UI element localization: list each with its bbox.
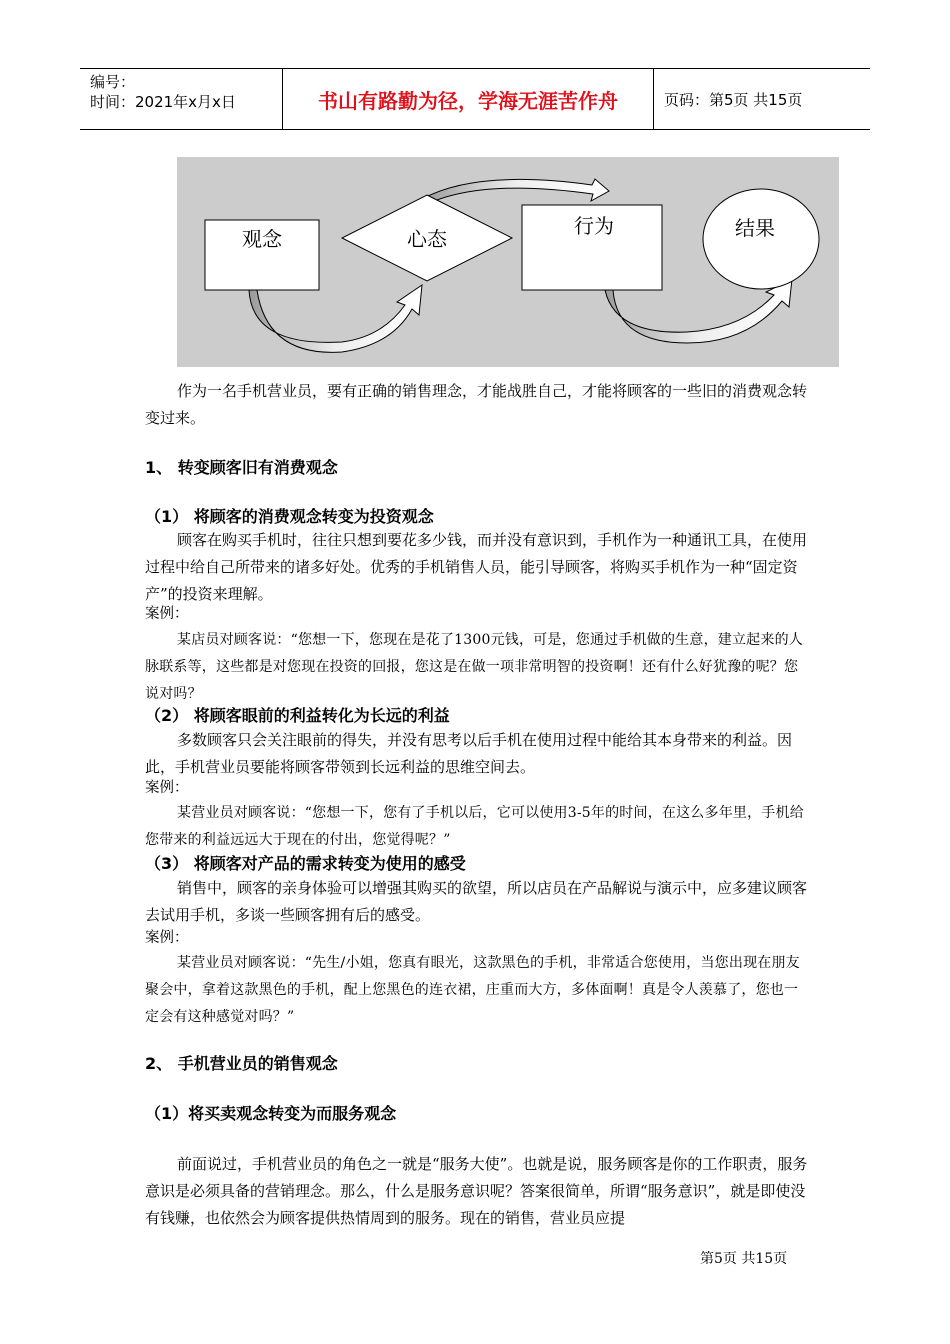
concept-flow-diagram: [177, 157, 839, 367]
section2-sub1-heading: （1）将买卖观念转变为而服务观念: [145, 1104, 397, 1123]
sub1-heading: （1） 将顾客的消费观念转变为投资观念: [145, 507, 434, 526]
page-label: 页码：第5页 共15页: [664, 90, 803, 109]
number-label: 编号：: [90, 73, 136, 91]
time-label: 时间：2021年x月x日: [90, 93, 236, 111]
sub3-heading: （3） 将顾客对产品的需求转变为使用的感受: [145, 854, 466, 873]
sub3-paragraph: 销售中，顾客的亲身体验可以增强其购买的欲望，所以店员在产品解说与演示中，应多建议顾客去试用手机，多谈一些顾客拥有后的感受。: [145, 879, 808, 924]
header-meta: [80, 69, 283, 129]
sub2-case-label: 案例：: [145, 780, 189, 796]
diagram-svg: [177, 157, 839, 367]
top-curved-arrow: [422, 179, 609, 202]
sub3-case-quote: 某营业员对顾客说：“先生/小姐，您真有眼光，这款黑色的手机，非常适合您使用，当您出现在朋友聚会中，拿着这款黑色的手机，配上您黑色的连衣裙，庄重而大方，多体面啊！真是令人羡慕了，您也一定会有这种感觉对吗？”: [145, 955, 800, 1025]
result-label: 结果: [735, 216, 775, 240]
sub1-case-quote: 某店员对顾客说：“您想一下，您现在是花了1300元钱，可是，您通过手机做的生意，建立起来的人脉联系等，这些都是对您现在投资的回报，您这是在做一项非常明智的投资啊！还有什么好犹豫的呢？您说对吗？: [145, 632, 803, 702]
page-header: [80, 68, 870, 130]
page-footer: 第5页 共15页: [700, 1251, 788, 1267]
intro-paragraph: 作为一名手机营业员，要有正确的销售理念，才能战胜自己，才能将顾客的一些旧的消费观念转变过来。: [145, 382, 808, 427]
concept-label: 观念: [242, 227, 282, 251]
sub2-paragraph: 多数顾客只会关注眼前的得失，并没有思考以后手机在使用过程中能给其本身带来的利益。因此，手机营业员要能将顾客带领到长远利益的思维空间去。: [145, 731, 793, 776]
section1-heading: 1、 转变顾客旧有消费观念: [145, 458, 338, 477]
bottom-curved-arrow-left: [249, 285, 422, 352]
header-motto-cell: [283, 69, 654, 129]
sub2-heading: （2） 将顾客眼前的利益转化为长远的利益: [145, 706, 450, 725]
sub2-case-quote: 某营业员对顾客说：“您想一下，您有了手机以后，它可以使用3-5年的时间，在这么多年里，手机给您带来的利益远远大于现在的付出，您觉得呢？”: [145, 805, 804, 848]
sub1-case-label: 案例：: [145, 606, 189, 622]
action-label: 行为: [574, 214, 614, 238]
sub1-paragraph: 顾客在购买手机时，往往只想到要花多少钱，而并没有意识到，手机作为一种通讯工具，在使用过程中给自己所带来的诸多好处。优秀的手机销售人员，能引导顾客，将购买手机作为一种“固定资产”的投资来理解。: [145, 531, 808, 603]
mindset-label: 心态: [407, 227, 447, 251]
section2-paragraph: 前面说过，手机营业员的角色之一就是“服务大使”。也就是说，服务顾客是你的工作职责，服务意识是必须具备的营销理念。那么，什么是服务意识呢？答案很简单，所谓“服务意识”，就是即使没有钱赚，也依然会为顾客提供热情周到的服务。现在的销售，营业员应提: [145, 1155, 808, 1227]
section2-heading: 2、 手机营业员的销售观念: [145, 1054, 338, 1073]
motto: 书山有路勤为径，学海无涯苦作舟: [318, 88, 618, 113]
sub3-case-label: 案例：: [145, 930, 189, 946]
header-page-cell: [654, 69, 870, 129]
